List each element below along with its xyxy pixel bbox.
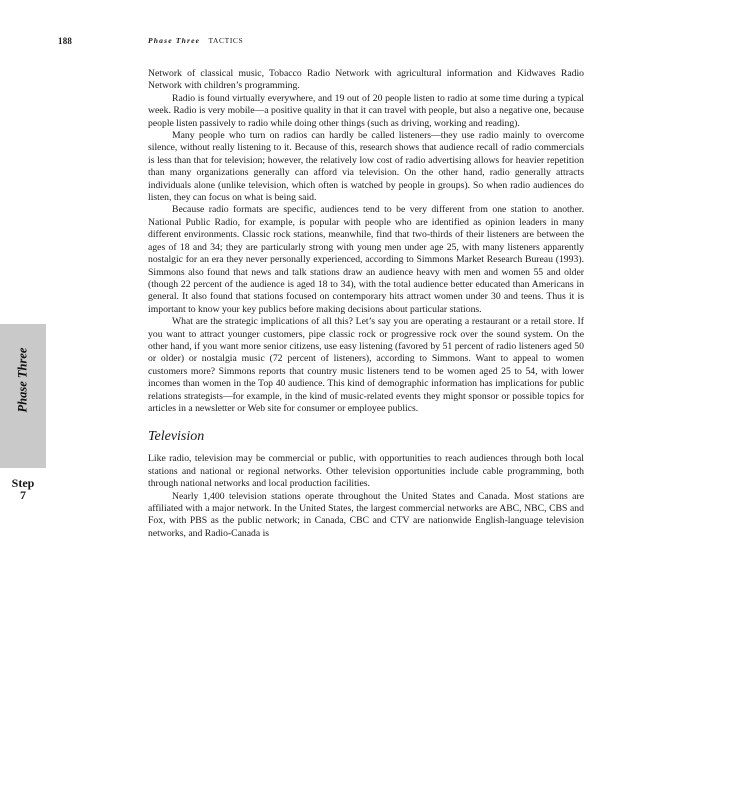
paragraph: Many people who turn on radios can hardly be called listeners—they use radio mainly to overcome silence, without really listening to it. Because of this, research shows that audience recall of radio commercials is less than that for television; however, the relatively low cost of radio advertising allows for heavier repetition than many organizations generally can afford via television. On the other hand, radio generally attracts individuals alone (unlike television, which often is watched by people in groups). So when radio audiences do listen, they can focus on what is being said.: [148, 130, 584, 204]
paragraph: Network of classical music, Tobacco Radio Network with agricultural information and Kidwaves Radio Network with children’s programming.: [148, 68, 584, 92]
running-head: [148, 36, 243, 45]
step-number: 7: [20, 488, 26, 502]
page-number: 188: [58, 36, 73, 46]
section-heading: Television: [148, 429, 205, 445]
step-word: Step: [11, 476, 35, 490]
paragraph: Radio is found virtually everywhere, and 19 out of 20 people listen to radio at some time during a typical week. Radio is very mobile—a positive quality in that it can travel with people, but also a negative one, because people listen passively to radio while doing other things (such as driving, working and reading).: [148, 92, 584, 129]
running-head-section: TACTICS: [208, 36, 244, 45]
paragraph: Like radio, television may be commercial or public, with opportunities to reach audiences through both local stations and national or regional networks. Other television opportunities include cable programming, both through national networks and local production facilities.: [148, 453, 584, 490]
body-text: [148, 68, 584, 540]
paragraph: Because radio formats are specific, audiences tend to be very different from one station to another. National Public Radio, for example, is popular with people who are identified as opinion leaders in many different environments. Classic rock stations, meanwhile, find that two-thirds of their listeners are between the ages of 18 and 34; they are particularly strong with young men under age 25, with many listeners apparently nostalgic for an era they never personally experienced, according to Simmons Market Research Bureau (1993). Simmons also found that news and talk stations draw an audience heavy with men and women 55 and older (though 22 percent of the audience is aged 18 to 34), with the total audience better educated than Americans in general. It also found that stations focused on contemporary hits attract women under 30 and teens. Thus it is important to know your key publics before making decisions about particular stations.: [148, 204, 584, 315]
paragraph: Nearly 1,400 television stations operate throughout the United States and Canada. Most stations are affiliated with a major network. In the United States, the largest commercial networks are ABC, NBC, CBS and Fox, with PBS as the public network; in Canada, CBC and CTV are nationwide English-language television networks, and Radio-Canada is: [148, 490, 584, 539]
side-tab-phase-label: Phase Three: [15, 347, 30, 413]
step-marker: [0, 477, 46, 501]
paragraph: What are the strategic implications of all this? Let’s say you are operating a restaurant or a retail store. If you want to attract younger customers, pipe classic rock or progressive rock over the sound system. On the other hand, if you want more senior citizens, use easy listening (favored by 51 percent of radio listeners aged 50 or older) or nostalgia music (72 percent of listeners), according to Simmons. Want to appeal to women customers more? Simmons reports that country music listeners tend to be women aged 25 to 54, with lower incomes than women in the Top 40 audience. This kind of demographic information has implications for public relations strategists—for example, in the kind of music-related events they might sponsor or possible topics for articles in a newsletter or Web site for consumer or employee publics.: [148, 316, 584, 414]
running-head-phase: Phase Three: [148, 36, 201, 45]
